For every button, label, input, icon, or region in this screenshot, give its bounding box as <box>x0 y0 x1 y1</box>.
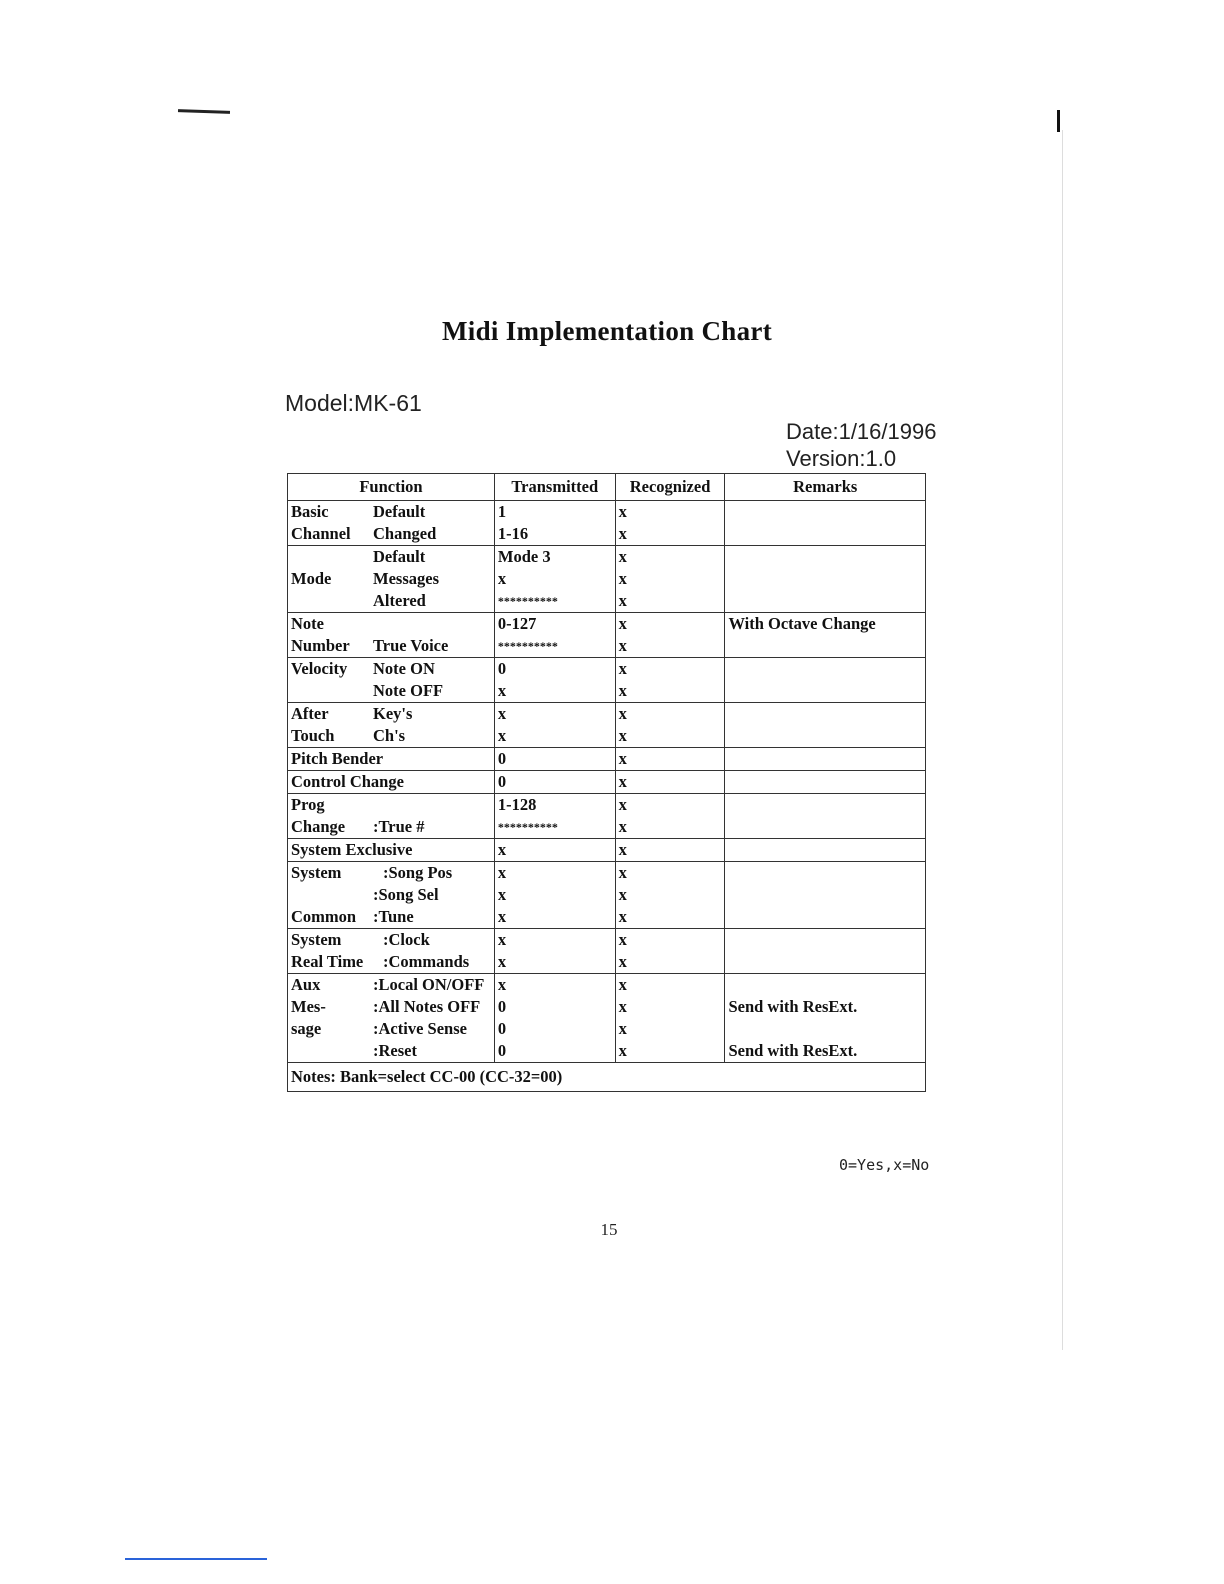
recognized-cell-value: x <box>618 952 627 971</box>
recognized-cell-value: x <box>618 547 627 566</box>
function-group-label: System Exclusive <box>291 840 413 859</box>
function-item-label: :Local ON/OFF <box>373 975 485 994</box>
date-label: Date:1/16/1996 <box>786 419 937 444</box>
transmitted-cell-value: x <box>497 569 507 588</box>
function-group-label <box>291 546 373 568</box>
remarks-cell-value <box>728 546 922 568</box>
function-line <box>291 839 491 861</box>
recognized-cell <box>615 658 725 703</box>
recognized-cell <box>615 501 725 546</box>
recognized-cell-value: x <box>618 591 627 610</box>
function-cell <box>288 771 495 794</box>
function-line <box>291 862 491 884</box>
transmitted-cell-value: x <box>497 885 507 904</box>
transmitted-cell <box>494 862 615 929</box>
transmitted-cell-value: x <box>497 952 507 971</box>
function-line <box>291 725 491 747</box>
recognized-cell <box>615 839 725 862</box>
remarks-cell-value <box>728 703 922 725</box>
function-group-label: After <box>291 704 329 723</box>
transmitted-cell-value: x <box>497 975 507 994</box>
function-cell <box>288 501 495 546</box>
remarks-cell <box>725 546 926 613</box>
transmitted-cell <box>494 613 615 658</box>
function-group-label: Control Change <box>291 772 404 791</box>
function-line <box>291 816 491 838</box>
legend-text: 0=Yes,x=No <box>839 1156 930 1174</box>
remarks-cell-value: Send with ResExt. <box>728 997 858 1016</box>
function-line <box>291 613 491 635</box>
recognized-cell-value: x <box>618 840 627 859</box>
remarks-cell-value: With Octave Change <box>728 614 876 633</box>
remarks-cell-value <box>728 748 922 770</box>
transmitted-cell-value: 0 <box>497 1041 507 1060</box>
recognized-cell-value: x <box>618 636 627 655</box>
function-group-label: Channel <box>291 524 351 543</box>
transmitted-cell-value: Mode 3 <box>497 547 551 566</box>
function-group-label: Note <box>291 614 324 633</box>
recognized-cell-value: x <box>618 502 627 521</box>
transmitted-cell-value: ********** <box>497 594 558 608</box>
function-item-label: Messages <box>373 569 439 588</box>
transmitted-cell-value: x <box>497 726 507 745</box>
table-body <box>288 501 926 1063</box>
function-item-label: Changed <box>373 524 437 543</box>
function-cell <box>288 929 495 974</box>
function-group-label: Basic <box>291 502 329 521</box>
transmitted-cell <box>494 658 615 703</box>
function-group-label <box>291 1040 373 1062</box>
recognized-cell-value: x <box>618 614 627 633</box>
function-item-label: :Song Pos <box>383 863 453 882</box>
recognized-cell <box>615 748 725 771</box>
header-function: Function <box>288 474 495 501</box>
remarks-cell-value <box>728 974 922 996</box>
function-line <box>291 703 491 725</box>
remarks-cell <box>725 771 926 794</box>
remarks-cell-value <box>728 658 922 680</box>
remarks-cell <box>725 748 926 771</box>
function-item-label: Note ON <box>373 659 435 678</box>
function-cell <box>288 748 495 771</box>
recognized-cell-value: x <box>618 885 627 904</box>
remarks-cell-value <box>728 1018 922 1040</box>
transmitted-cell <box>494 546 615 613</box>
function-line <box>291 771 491 793</box>
recognized-cell-value: x <box>618 863 627 882</box>
function-line <box>291 929 491 951</box>
remarks-cell-value: Send with ResExt. <box>728 1041 858 1060</box>
function-item-label: Note OFF <box>373 681 444 700</box>
table-row <box>288 862 926 929</box>
recognized-cell <box>615 703 725 748</box>
transmitted-cell <box>494 703 615 748</box>
recognized-cell-value: x <box>618 817 627 836</box>
function-cell <box>288 613 495 658</box>
function-line <box>291 546 491 568</box>
transmitted-cell-value: 1-16 <box>497 524 529 543</box>
remarks-cell <box>725 929 926 974</box>
table-row <box>288 974 926 1063</box>
recognized-cell <box>615 794 725 839</box>
function-item-label: :Commands <box>383 952 470 971</box>
function-line <box>291 884 491 906</box>
table-row <box>288 771 926 794</box>
transmitted-cell-value: 0-127 <box>497 614 537 633</box>
recognized-cell-value: x <box>618 726 627 745</box>
transmitted-cell-value: x <box>497 681 507 700</box>
transmitted-cell-value: x <box>497 840 507 859</box>
notes-row <box>288 1063 926 1092</box>
scan-artifact-underline <box>125 1558 267 1560</box>
recognized-cell-value: x <box>618 681 627 700</box>
version-label: Version:1.0 <box>786 446 897 471</box>
transmitted-cell-value: 0 <box>497 772 507 791</box>
function-group-label: Change <box>291 817 346 836</box>
recognized-cell <box>615 862 725 929</box>
remarks-cell <box>725 794 926 839</box>
recognized-cell-value: x <box>618 749 627 768</box>
function-group-label: Number <box>291 636 350 655</box>
remarks-cell-value <box>728 794 922 816</box>
remarks-cell <box>725 658 926 703</box>
function-item-label: :Clock <box>383 930 430 949</box>
transmitted-cell <box>494 929 615 974</box>
function-group-label: Velocity <box>291 659 348 678</box>
transmitted-cell-value: x <box>497 907 507 926</box>
header-remarks: Remarks <box>725 474 926 501</box>
function-cell <box>288 658 495 703</box>
function-group-label: Aux <box>291 975 321 994</box>
remarks-cell <box>725 862 926 929</box>
remarks-cell-value <box>728 884 922 906</box>
remarks-cell-value <box>728 523 922 545</box>
transmitted-cell-value: 0 <box>497 1019 507 1038</box>
remarks-cell-value <box>728 906 922 928</box>
remarks-cell-value <box>728 568 922 590</box>
transmitted-cell-value: x <box>497 930 507 949</box>
recognized-cell <box>615 613 725 658</box>
remarks-cell-value <box>728 929 922 951</box>
function-line <box>291 974 491 996</box>
model-label: Model:MK-61 <box>285 390 422 416</box>
function-line <box>291 1018 491 1040</box>
remarks-cell-value <box>728 725 922 747</box>
remarks-cell-value <box>728 635 922 657</box>
function-line <box>291 1040 491 1062</box>
page-number: 15 <box>600 1220 618 1239</box>
transmitted-cell-value: ********** <box>497 639 558 653</box>
table-row <box>288 839 926 862</box>
recognized-cell-value: x <box>618 975 627 994</box>
transmitted-cell-value: 0 <box>497 997 507 1016</box>
function-item-label: :True # <box>373 817 425 836</box>
function-group-label <box>291 680 373 702</box>
table-row <box>288 703 926 748</box>
transmitted-cell <box>494 839 615 862</box>
function-group-label: Mode <box>291 569 332 588</box>
function-item-label: :Song Sel <box>373 885 439 904</box>
function-line <box>291 748 491 770</box>
table-row <box>288 501 926 546</box>
function-line <box>291 501 491 523</box>
function-line <box>291 523 491 545</box>
function-item-label: :Tune <box>373 907 414 926</box>
date-version-block <box>786 418 936 472</box>
remarks-cell-value <box>728 680 922 702</box>
function-group-label: Common <box>291 907 357 926</box>
recognized-cell-value: x <box>618 930 627 949</box>
remarks-cell <box>725 501 926 546</box>
function-group-label <box>291 884 373 906</box>
function-line <box>291 951 491 973</box>
function-item-label: Default <box>373 547 426 566</box>
transmitted-cell-value: ********** <box>497 820 558 834</box>
recognized-cell <box>615 546 725 613</box>
recognized-cell-value: x <box>618 907 627 926</box>
header-transmitted: Transmitted <box>494 474 615 501</box>
transmitted-cell-value: 0 <box>497 749 507 768</box>
recognized-cell-value: x <box>618 704 627 723</box>
transmitted-cell-value: 1 <box>497 502 507 521</box>
remarks-cell-value <box>728 839 922 861</box>
function-line <box>291 794 491 816</box>
function-cell <box>288 546 495 613</box>
transmitted-cell-value: 1-128 <box>497 795 537 814</box>
table-row <box>288 929 926 974</box>
function-group-label: Pitch Bender <box>291 749 384 768</box>
transmitted-cell <box>494 501 615 546</box>
remarks-cell-value <box>728 862 922 884</box>
recognized-cell-value: x <box>618 1019 627 1038</box>
function-group-label: Prog <box>291 795 325 814</box>
header-recognized: Recognized <box>615 474 725 501</box>
function-cell <box>288 839 495 862</box>
remarks-cell-value <box>728 816 922 838</box>
recognized-cell-value: x <box>618 569 627 588</box>
function-group-label: System <box>291 930 342 949</box>
function-group-label: Touch <box>291 726 335 745</box>
scan-artifact-right <box>1057 110 1060 132</box>
function-line <box>291 906 491 928</box>
function-cell <box>288 794 495 839</box>
table-header-row <box>288 474 926 501</box>
remarks-cell <box>725 974 926 1063</box>
function-group-label: Real Time <box>291 952 364 971</box>
function-cell <box>288 974 495 1063</box>
transmitted-cell <box>494 771 615 794</box>
remarks-cell-value <box>728 590 922 612</box>
recognized-cell-value: x <box>618 772 627 791</box>
scan-edge-line <box>1062 130 1063 1350</box>
function-line <box>291 635 491 657</box>
function-item-label: Altered <box>373 591 426 610</box>
function-item-label: :Reset <box>373 1041 417 1060</box>
remarks-cell <box>725 839 926 862</box>
page-title: Midi Implementation Chart <box>442 316 772 346</box>
function-item-label: Default <box>373 502 426 521</box>
remarks-cell <box>725 613 926 658</box>
midi-implementation-table <box>287 473 926 1092</box>
remarks-cell-value <box>728 771 922 793</box>
recognized-cell-value: x <box>618 1041 627 1060</box>
transmitted-cell <box>494 748 615 771</box>
transmitted-cell <box>494 794 615 839</box>
transmitted-cell <box>494 974 615 1063</box>
function-cell <box>288 703 495 748</box>
function-line <box>291 996 491 1018</box>
function-item-label: :All Notes OFF <box>373 997 481 1016</box>
table-row <box>288 748 926 771</box>
recognized-cell-value: x <box>618 997 627 1016</box>
recognized-cell-value: x <box>618 524 627 543</box>
recognized-cell <box>615 771 725 794</box>
function-item-label: :Active Sense <box>373 1019 467 1038</box>
function-line <box>291 568 491 590</box>
function-line <box>291 590 491 612</box>
transmitted-cell-value: x <box>497 863 507 882</box>
table-row <box>288 794 926 839</box>
recognized-cell <box>615 929 725 974</box>
recognized-cell-value: x <box>618 795 627 814</box>
function-item-label: Key's <box>373 704 413 723</box>
recognized-cell-value: x <box>618 659 627 678</box>
function-cell <box>288 862 495 929</box>
transmitted-cell-value: 0 <box>497 659 507 678</box>
function-line <box>291 680 491 702</box>
recognized-cell <box>615 974 725 1063</box>
table-row <box>288 546 926 613</box>
scan-artifact-top <box>178 109 230 114</box>
function-item-label: Ch's <box>373 726 406 745</box>
function-group-label: sage <box>291 1019 322 1038</box>
transmitted-cell-value: x <box>497 704 507 723</box>
function-group-label: System <box>291 863 342 882</box>
remarks-cell <box>725 703 926 748</box>
remarks-cell-value <box>728 501 922 523</box>
function-line <box>291 658 491 680</box>
remarks-cell-value <box>728 951 922 973</box>
function-group-label <box>291 590 373 612</box>
notes-cell: Notes: Bank=select CC-00 (CC-32=00) <box>288 1063 926 1092</box>
function-item-label: True Voice <box>373 636 449 655</box>
table-row <box>288 658 926 703</box>
function-group-label: Mes- <box>291 997 326 1016</box>
table-row <box>288 613 926 658</box>
